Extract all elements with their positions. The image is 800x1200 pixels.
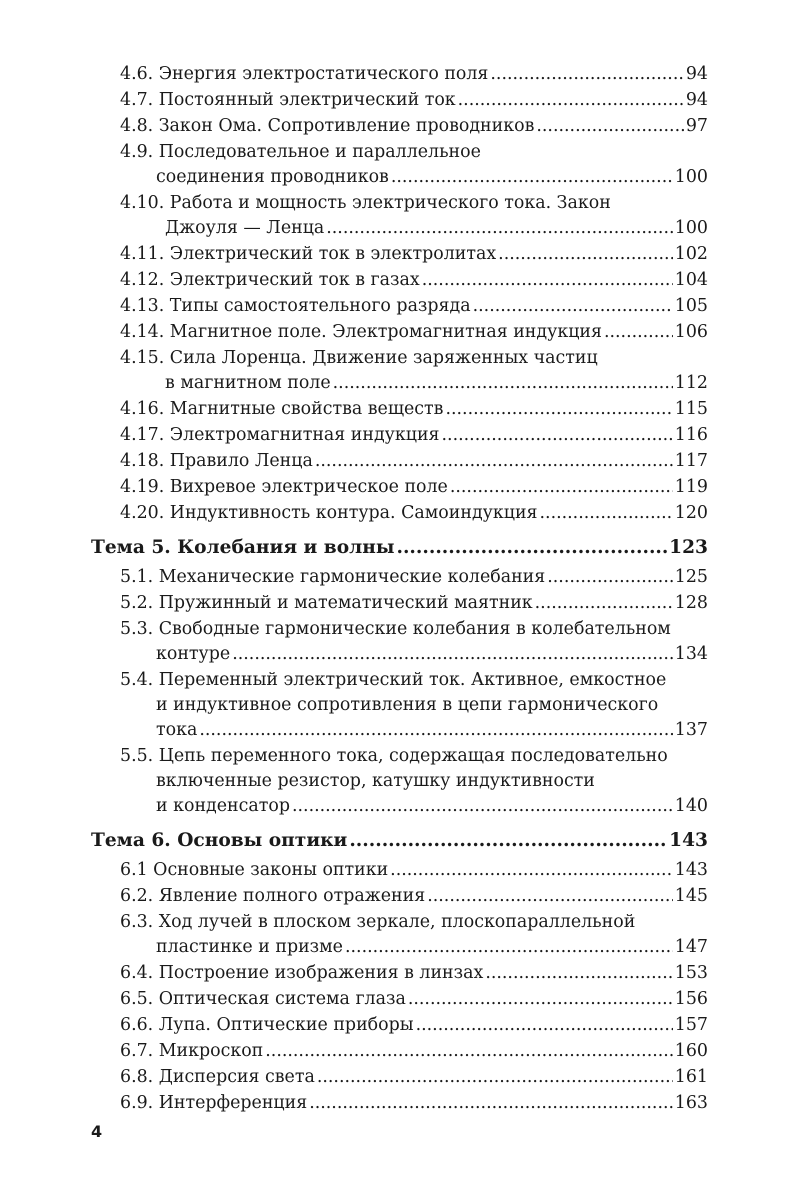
- dot-leader: [604, 320, 673, 345]
- toc-page-number: 128: [674, 593, 708, 613]
- dot-leader: [445, 397, 672, 422]
- toc-entry: [120, 858, 708, 883]
- dot-leader: [540, 501, 673, 526]
- toc-entry: [120, 1039, 708, 1064]
- toc-topic-entry: [91, 828, 708, 854]
- toc-page-number: 117: [674, 451, 708, 471]
- dot-leader: [317, 1065, 673, 1090]
- toc-entry: [120, 884, 708, 909]
- toc-entry-title-line: 4.6. Энергия электростатического поля: [120, 64, 489, 84]
- toc-entry-title-line: включенные резистор, катушку индуктивности: [156, 771, 595, 791]
- toc-entry-title-line: 5.2. Пружинный и математический маятник: [120, 593, 533, 613]
- toc-entry-last-line: [120, 987, 708, 1012]
- toc-page-number: 137: [674, 720, 708, 740]
- toc-topic-entry: [91, 535, 708, 561]
- table-of-contents: [0, 62, 800, 1117]
- toc-entry: [120, 88, 708, 113]
- dot-leader: [265, 1039, 673, 1064]
- toc-entry-last-line: [120, 858, 708, 883]
- toc-entry: [120, 987, 708, 1012]
- toc-entry-title-line: 4.18. Правило Ленца: [120, 451, 313, 471]
- dot-leader: [232, 642, 673, 667]
- toc-entry-last-line: [120, 294, 708, 319]
- dot-leader: [315, 449, 673, 474]
- toc-entry-title-line: 5.4. Переменный электрический ток. Активное, емкостное: [120, 670, 667, 690]
- toc-entry-title-line: Тема 5. Колебания и волны: [91, 537, 395, 558]
- toc-entry-title-line: 4.15. Сила Лоренца. Движение заряженных частиц: [120, 348, 598, 368]
- toc-entry-last-line: [120, 216, 708, 241]
- toc-entry-title-line: 4.11. Электрический ток в электролитах: [120, 244, 497, 264]
- toc-page-number: 145: [674, 886, 708, 906]
- toc-entry-title-line: 6.3. Ход лучей в плоском зеркале, плоскопараллельной: [120, 912, 636, 932]
- toc-entry-title-line: 4.8. Закон Ома. Сопротивление проводников: [120, 116, 535, 136]
- toc-entry: [120, 1013, 708, 1038]
- toc-page-number: 106: [674, 322, 708, 342]
- toc-entry-title-line: 6.2. Явление полного отражения: [120, 886, 426, 906]
- toc-entry-title-line: 4.7. Постоянный электрический ток: [120, 90, 456, 110]
- toc-entry-last-line: [120, 961, 708, 986]
- toc-entry-title-line: 4.19. Вихревое электрическое поле: [120, 477, 448, 497]
- toc-page-number: 156: [674, 989, 708, 1009]
- toc-entry-last-line: [120, 268, 708, 293]
- toc-entry-title-line: 6.1 Основные законы оптики: [120, 860, 389, 880]
- toc-entry: [120, 294, 708, 319]
- toc-entry: [120, 1091, 708, 1116]
- toc-entry: [120, 268, 708, 293]
- dot-leader: [390, 858, 673, 883]
- toc-entry: [120, 565, 708, 590]
- toc-page-number: 104: [674, 270, 708, 290]
- toc-entry-last-line: [120, 565, 708, 590]
- dot-leader: [408, 987, 673, 1012]
- dot-leader: [422, 268, 673, 293]
- toc-entry: [120, 744, 708, 819]
- toc-page-number: 94: [685, 64, 708, 84]
- toc-entry: [120, 191, 708, 241]
- toc-page-number: 115: [674, 399, 708, 419]
- dot-leader: [326, 216, 673, 241]
- toc-entry-last-line: [91, 828, 708, 854]
- toc-entry-title-line: 6.4. Построение изображения в линзах: [120, 963, 484, 983]
- toc-entry: [120, 961, 708, 986]
- toc-entry-title-line: 4.16. Магнитные свойства веществ: [120, 399, 444, 419]
- toc-entry-last-line: [120, 718, 708, 743]
- toc-entry: [120, 617, 708, 667]
- toc-entry-title-line: 5.1. Механические гармонические колебания: [120, 567, 546, 587]
- toc-page-number: 140: [674, 796, 708, 816]
- toc-page-number: 143: [669, 830, 708, 851]
- toc-entry-last-line: [120, 884, 708, 909]
- toc-page-number: 97: [685, 116, 708, 136]
- toc-entry-title-line: 4.10. Работа и мощность электрического тока. Закон: [120, 193, 611, 213]
- toc-page-number: 143: [674, 860, 708, 880]
- toc-entry-title-line: 6.7. Микроскоп: [120, 1041, 264, 1061]
- toc-page-number: 100: [674, 167, 708, 187]
- toc-entry-title-line: 6.5. Оптическая система глаза: [120, 989, 406, 1009]
- toc-entry-last-line: [120, 423, 708, 448]
- toc-entry-title-line: 4.12. Электрический ток в газах: [120, 270, 420, 290]
- dot-leader: [458, 88, 684, 113]
- toc-page-number: 160: [674, 1041, 708, 1061]
- toc-entry-last-line: [91, 535, 708, 561]
- dot-leader: [547, 565, 673, 590]
- toc-entry-last-line: [120, 371, 708, 396]
- toc-entry-title-line: Джоуля — Ленца: [165, 218, 325, 238]
- dot-leader: [498, 242, 673, 267]
- dot-leader: [536, 114, 683, 139]
- toc-entry-last-line: [120, 88, 708, 113]
- dot-leader: [345, 935, 673, 960]
- dot-leader: [450, 475, 673, 500]
- toc-entry: [120, 501, 708, 526]
- toc-entry-title-line: 5.5. Цепь переменного тока, содержащая последовательно: [120, 746, 668, 766]
- toc-entry-title-line: 6.6. Лупа. Оптические приборы: [120, 1015, 414, 1035]
- toc-entry-title-line: и индуктивное сопротивления в цепи гармонического: [156, 695, 659, 715]
- toc-page-number: 105: [674, 296, 708, 316]
- toc-entry: [120, 423, 708, 448]
- toc-page-number: 134: [674, 644, 708, 664]
- dot-leader: [292, 794, 673, 819]
- toc-entry-last-line: [120, 449, 708, 474]
- dot-leader: [349, 828, 667, 854]
- dot-leader: [490, 62, 683, 87]
- toc-page-number: 100: [674, 218, 708, 238]
- toc-page-number: 94: [685, 90, 708, 110]
- dot-leader: [396, 535, 667, 561]
- toc-entry: [120, 1065, 708, 1090]
- toc-entry-last-line: [120, 794, 708, 819]
- toc-page-number: 112: [674, 373, 708, 393]
- dot-leader: [485, 961, 672, 986]
- toc-entry: [120, 397, 708, 422]
- toc-entry-last-line: [120, 501, 708, 526]
- toc-entry-title-line: пластинке и призме: [156, 937, 343, 957]
- toc-entry-title-line: 4.9. Последовательное и параллельное: [120, 142, 481, 162]
- toc-entry: [120, 910, 708, 960]
- toc-page-number: 120: [674, 503, 708, 523]
- toc-entry-title-line: 4.17. Электромагнитная индукция: [120, 425, 440, 445]
- toc-entry-title-line: соединения проводников: [156, 167, 389, 187]
- toc-page-number: 123: [669, 537, 708, 558]
- toc-entry-last-line: [120, 1013, 708, 1038]
- toc-entry-title-line: Тема 6. Основы оптики: [91, 830, 348, 851]
- toc-entry: [120, 62, 708, 87]
- dot-leader: [416, 1013, 673, 1038]
- toc-entry: [120, 591, 708, 616]
- dot-leader: [473, 294, 673, 319]
- dot-leader: [535, 591, 673, 616]
- toc-entry-last-line: [120, 1039, 708, 1064]
- toc-page-number: 102: [674, 244, 708, 264]
- toc-entry-title-line: тока: [156, 720, 198, 740]
- toc-page-number: 157: [674, 1015, 708, 1035]
- toc-entry-last-line: [120, 1091, 708, 1116]
- toc-page-number: 116: [674, 425, 708, 445]
- dot-leader: [333, 371, 673, 396]
- toc-page-number: 125: [674, 567, 708, 587]
- toc-entry-title-line: 5.3. Свободные гармонические колебания в колебательном: [120, 619, 671, 639]
- toc-entry: [120, 320, 708, 345]
- page-number: 4: [91, 1122, 103, 1141]
- toc-entry-last-line: [120, 62, 708, 87]
- toc-entry-title-line: 4.14. Магнитное поле. Электромагнитная индукция: [120, 322, 602, 342]
- toc-entry-last-line: [120, 320, 708, 345]
- toc-entry-title-line: 6.8. Дисперсия света: [120, 1067, 315, 1087]
- toc-entry: [120, 140, 708, 190]
- toc-entry-title-line: 6.9. Интерференция: [120, 1093, 308, 1113]
- toc-entry: [120, 346, 708, 396]
- toc-entry: [120, 114, 708, 139]
- toc-page-number: 161: [674, 1067, 708, 1087]
- toc-entry-title-line: и конденсатор: [156, 796, 290, 816]
- toc-entry: [120, 668, 708, 743]
- dot-leader: [391, 165, 673, 190]
- toc-entry-last-line: [120, 591, 708, 616]
- toc-entry-last-line: [120, 475, 708, 500]
- toc-entry-last-line: [120, 642, 708, 667]
- toc-entry-last-line: [120, 397, 708, 422]
- toc-entry-title-line: 4.20. Индуктивность контура. Самоиндукция: [120, 503, 538, 523]
- toc-entry-last-line: [120, 165, 708, 190]
- toc-entry-title-line: контуре: [156, 644, 231, 664]
- dot-leader: [309, 1091, 673, 1116]
- toc-entry-title-line: 4.13. Типы самостоятельного разряда: [120, 296, 471, 316]
- toc-page-number: 153: [674, 963, 708, 983]
- toc-page-number: 147: [674, 937, 708, 957]
- toc-entry: [120, 449, 708, 474]
- toc-page-number: 163: [674, 1093, 708, 1113]
- dot-leader: [442, 423, 673, 448]
- toc-entry-last-line: [120, 114, 708, 139]
- toc-entry: [120, 242, 708, 267]
- toc-entry-last-line: [120, 935, 708, 960]
- toc-entry-title-line: в магнитном поле: [165, 373, 331, 393]
- dot-leader: [427, 884, 673, 909]
- toc-entry: [120, 475, 708, 500]
- toc-page-number: 119: [674, 477, 708, 497]
- dot-leader: [199, 718, 672, 743]
- toc-entry-last-line: [120, 1065, 708, 1090]
- toc-entry-last-line: [120, 242, 708, 267]
